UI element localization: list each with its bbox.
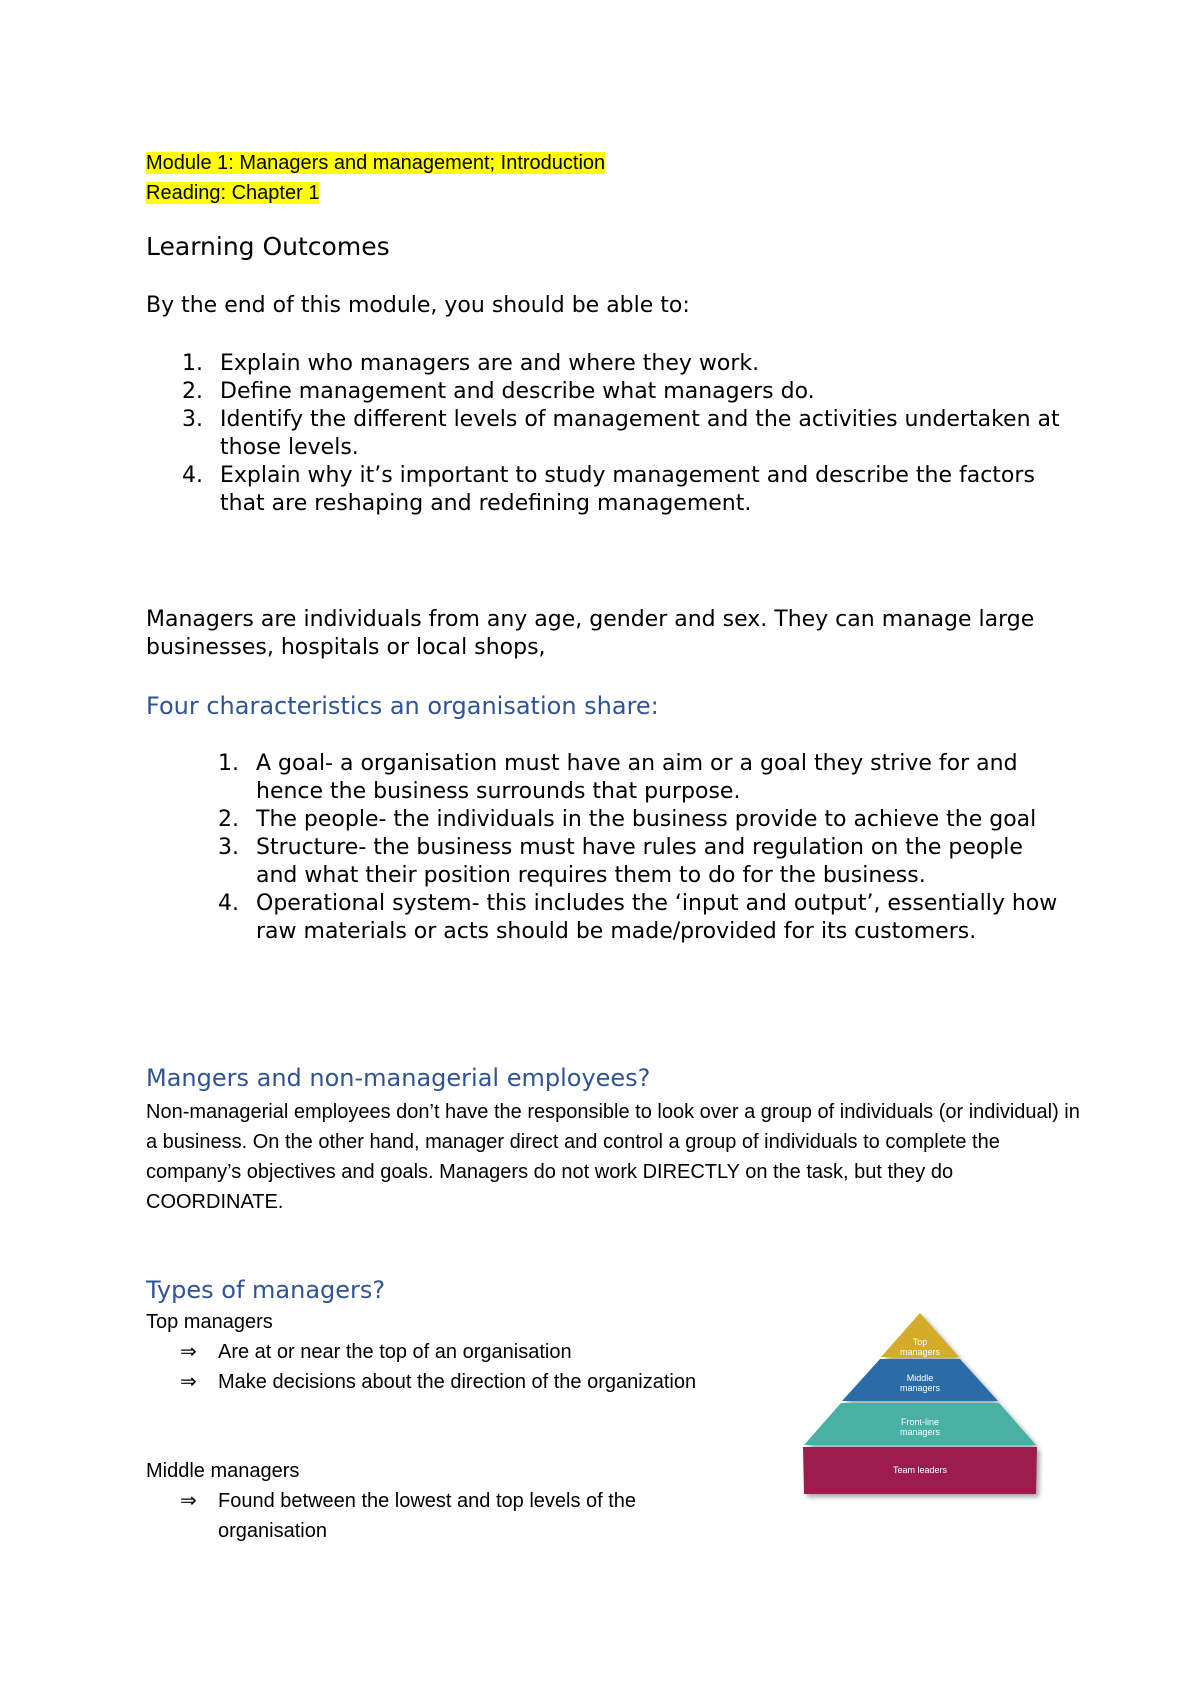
types-of-managers-title: Types of managers? bbox=[146, 1276, 386, 1304]
list-item: 3. Identify the different levels of management and the activities undertaken at those levels. bbox=[182, 407, 1060, 460]
pyramid-label: Top bbox=[912, 1337, 928, 1347]
list-item: 1. Explain who managers are and where they work. bbox=[182, 351, 760, 376]
arrow-icon: ⇒ bbox=[180, 1341, 197, 1363]
list-item: ⇒ Found between the lowest and top levels of the organisation bbox=[146, 1486, 706, 1546]
managers-vs-non-title: Mangers and non-managerial employees? bbox=[146, 1064, 651, 1092]
list-item: ⇒ Make decisions about the direction of the organization bbox=[146, 1367, 706, 1397]
list-item: 4. Explain why it’s important to study management and describe the factors that are reshaping and redefining management. bbox=[182, 463, 1035, 516]
pyramid-label: managers bbox=[899, 1383, 941, 1393]
module-line: Module 1: Managers and management; Introduction bbox=[146, 152, 606, 174]
arrow-icon: ⇒ bbox=[180, 1490, 197, 1512]
middle-managers-label: Middle managers bbox=[146, 1460, 300, 1482]
top-managers-label: Top managers bbox=[146, 1311, 273, 1333]
list-item: 2. The people- the individuals in the business provide to achieve the goal bbox=[218, 807, 1037, 832]
module-title bbox=[146, 148, 605, 178]
arrow-icon: ⇒ bbox=[180, 1371, 197, 1393]
pyramid-label: managers bbox=[899, 1347, 941, 1357]
pyramid-label: managers bbox=[899, 1427, 941, 1437]
learning-outcomes-intro: By the end of this module, you should be able to: bbox=[146, 293, 690, 318]
learning-outcomes-title: Learning Outcomes bbox=[146, 232, 390, 261]
management-pyramid bbox=[800, 1308, 1060, 1523]
four-characteristics-title: Four characteristics an organisation share: bbox=[146, 692, 659, 720]
pyramid-label: Team leaders bbox=[892, 1465, 948, 1475]
list-item: 2. Define management and describe what managers do. bbox=[182, 379, 815, 404]
characteristics-list bbox=[218, 750, 1071, 946]
top-managers-points bbox=[146, 1337, 706, 1397]
reading-line: Reading: Chapter 1 bbox=[146, 182, 320, 204]
learning-outcomes-list bbox=[182, 350, 1065, 518]
managers-vs-non-text: Non-managerial employees don’t have the responsible to look over a group of individuals (or individual) in a business. On the other hand, manager direct and control a group of individuals to complete the company’s objectives and goals. Managers do not work DIRECTLY on the task, but they do COORDINATE. bbox=[146, 1101, 1080, 1213]
middle-managers-points bbox=[146, 1486, 706, 1546]
list-item: ⇒ Are at or near the top of an organisation bbox=[146, 1337, 706, 1367]
pyramid-label: Middle bbox=[906, 1373, 934, 1383]
pyramid-label: Front-line bbox=[900, 1417, 940, 1427]
list-item: 1. A goal- a organisation must have an aim or a goal they strive for and hence the business surrounds that purpose. bbox=[218, 751, 1018, 804]
reading-title bbox=[146, 178, 319, 208]
managers-paragraph: Managers are individuals from any age, gender and sex. They can manage large businesses, hospitals or local shops, bbox=[146, 607, 1035, 660]
list-item: 3. Structure- the business must have rules and regulation on the people and what their position requires them to do for the business. bbox=[218, 835, 1023, 888]
list-item: 4. Operational system- this includes the ‘input and output’, essentially how raw materials or acts should be made/provided for its customers. bbox=[218, 891, 1058, 944]
